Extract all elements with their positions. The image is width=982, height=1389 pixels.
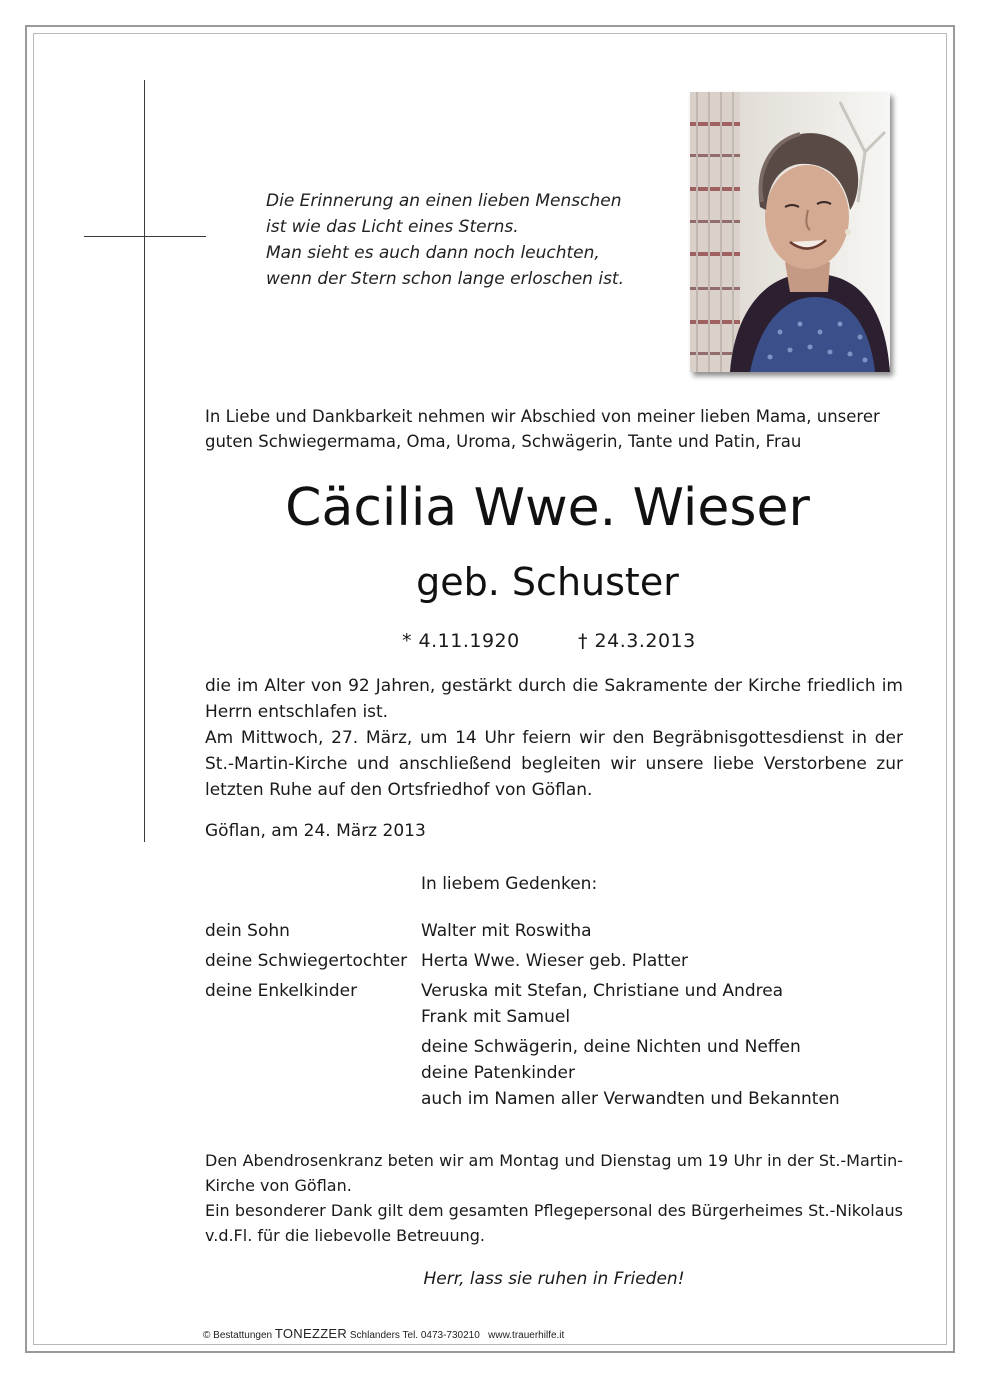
mourner-other: deine Patenkinder bbox=[421, 1063, 575, 1083]
footer-town: Schlanders bbox=[349, 1330, 400, 1341]
closing-text bbox=[205, 1148, 903, 1248]
announcement-paragraph: Am Mittwoch, 27. März, um 14 Uhr feiern wir den Begräbnisgottesdienst in der St.-Martin-Kirche und anschließend begleiten wir unsere liebe Verstorbene zur letzten Ruhe auf den Ortsfriedhof von Göflan. bbox=[205, 728, 903, 800]
intro-line: In Liebe und Dankbarkeit nehmen wir Abschied von meiner lieben Mama, unserer bbox=[205, 407, 880, 426]
poem-line: ist wie das Licht eines Sterns. bbox=[266, 217, 519, 237]
mourner-value-grandchildren: Frank mit Samuel bbox=[421, 1007, 571, 1027]
death-date: † 24.3.2013 bbox=[578, 630, 696, 652]
intro-text bbox=[205, 404, 890, 454]
place-and-date: Göflan, am 24. März 2013 bbox=[205, 821, 426, 841]
poem-line: Man sieht es auch dann noch leuchten, bbox=[266, 243, 600, 263]
mourner-label-son: dein Sohn bbox=[205, 921, 290, 941]
deceased-birth-name: geb. Schuster bbox=[416, 560, 679, 604]
birth-date: * 4.11.1920 bbox=[402, 630, 520, 652]
poem-line: Die Erinnerung an einen lieben Menschen bbox=[266, 191, 622, 211]
footer-prefix: © Bestattungen bbox=[203, 1330, 273, 1341]
footer-credit bbox=[203, 1327, 564, 1343]
mourner-value-daughter-in-law: Herta Wwe. Wieser geb. Platter bbox=[421, 951, 689, 971]
memorial-poem bbox=[266, 188, 666, 292]
portrait-photo bbox=[690, 92, 890, 372]
rosary-notice: Den Abendrosenkranz beten wir am Montag und Dienstag um 19 Uhr in der St.-Martin-Kirche von Göflan. bbox=[205, 1151, 903, 1195]
cross-horizontal-bar bbox=[84, 236, 206, 237]
thanks-notice: Ein besonderer Dank gilt dem gesamten Pflegepersonal des Bürgerheimes St.-Nikolaus v.d.Fl. für die liebevolle Betreuung. bbox=[205, 1201, 903, 1245]
footer-phone: Tel. 0473-730210 bbox=[402, 1330, 480, 1341]
mourner-other: deine Schwägerin, deine Nichten und Neffen bbox=[421, 1037, 801, 1057]
poem-line: wenn der Stern schon lange erloschen ist. bbox=[266, 269, 625, 289]
mourner-label-grandchildren: deine Enkelkinder bbox=[205, 981, 358, 1001]
portrait-illustration bbox=[690, 92, 890, 372]
mourner-value-son: Walter mit Roswitha bbox=[421, 921, 592, 941]
mourner-label-daughter-in-law: deine Schwiegertochter bbox=[205, 951, 408, 971]
intro-line: guten Schwiegermama, Oma, Uroma, Schwägerin, Tante und Patin, Frau bbox=[205, 432, 802, 451]
deceased-name: Cäcilia Wwe. Wieser bbox=[285, 478, 810, 538]
footer-website: www.trauerhilfe.it bbox=[488, 1330, 565, 1341]
announcement-text bbox=[205, 673, 903, 803]
footer-brand: TONEZZER bbox=[274, 1326, 348, 1341]
memory-heading: In liebem Gedenken: bbox=[421, 874, 598, 894]
blessing: Herr, lass sie ruhen in Frieden! bbox=[423, 1269, 685, 1289]
mourner-value-grandchildren: Veruska mit Stefan, Christiane und Andrea bbox=[421, 981, 784, 1001]
announcement-paragraph: die im Alter von 92 Jahren, gestärkt durch die Sakramente der Kirche friedlich im Herrn entschlafen ist. bbox=[205, 676, 903, 722]
mourner-other: auch im Namen aller Verwandten und Bekannten bbox=[421, 1089, 840, 1109]
cross-vertical-bar bbox=[144, 80, 145, 842]
